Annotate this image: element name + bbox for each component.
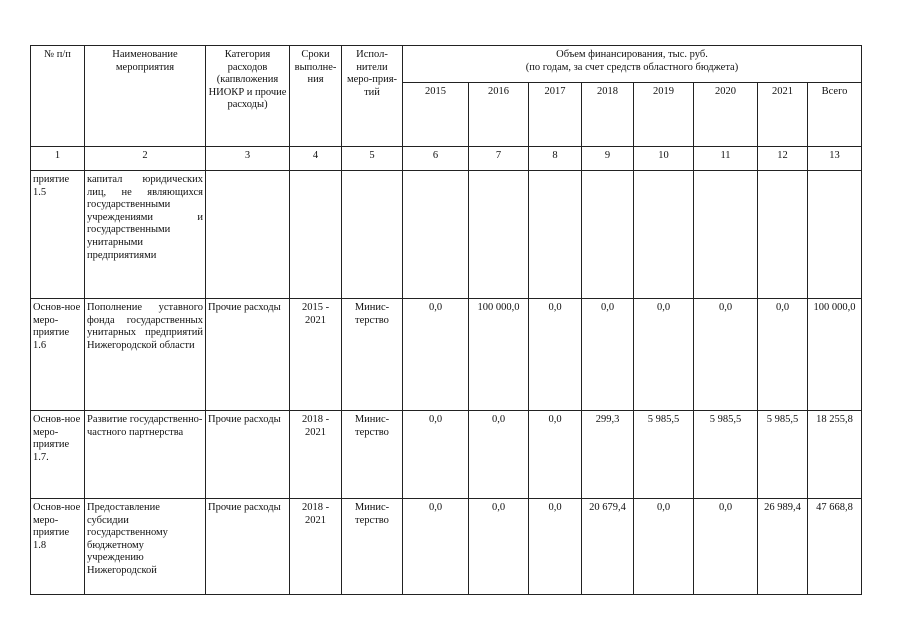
column-number: 9 [582,147,634,171]
row-name: Пополнение уставного фонда государственных унитарных предприятий Нижегородской области [85,299,206,411]
row-executor: Минис-терство [342,299,403,411]
header-year: 2020 [694,83,758,147]
header-row-1 [31,46,862,83]
row-terms [290,171,342,299]
row-value [634,171,694,299]
row-executor: Минис-терство [342,411,403,499]
column-number: 13 [808,147,862,171]
row-value: 5 985,5 [634,411,694,499]
row-value: 0,0 [469,411,529,499]
row-number: Основ-ное меро-приятие 1.7. [31,411,85,499]
row-value: 299,3 [582,411,634,499]
row-category: Прочие расходы [206,411,290,499]
header-col-terms: Сроки выполне-ния [290,46,342,147]
financing-title-line-2: (по годам, за счет средств областного бюджета) [525,61,739,73]
row-value: 0,0 [529,411,582,499]
row-value: 26 989,4 [758,499,808,595]
row-value-total [808,171,862,299]
column-number: 2 [85,147,206,171]
header-financing [403,46,862,83]
row-name: Предоставление субсидии государственному бюджетному учреждению Нижегородской [85,499,206,595]
row-value [758,171,808,299]
column-number: 10 [634,147,694,171]
row-value: 0,0 [529,299,582,411]
row-value: 0,0 [469,499,529,595]
row-name: Развитие государственно-частного партнерства [85,411,206,499]
row-category [206,171,290,299]
header-col-name: Наименование мероприятия [85,46,206,147]
row-category: Прочие расходы [206,499,290,595]
row-value-total: 18 255,8 [808,411,862,499]
row-value: 0,0 [403,299,469,411]
row-category: Прочие расходы [206,299,290,411]
row-value: 5 985,5 [758,411,808,499]
row-terms: 2015 - 2021 [290,299,342,411]
row-value: 0,0 [403,499,469,595]
row-value: 100 000,0 [469,299,529,411]
column-number-row [31,147,862,171]
row-value: 0,0 [634,299,694,411]
column-number: 4 [290,147,342,171]
row-value-total: 47 668,8 [808,499,862,595]
row-value: 0,0 [694,299,758,411]
header-col-executors: Испол-нители меро-прия-тий [342,46,403,147]
header-year: 2018 [582,83,634,147]
header-col-num: № п/п [31,46,85,147]
row-value: 20 679,4 [582,499,634,595]
financing-table [30,45,862,595]
header-year: 2021 [758,83,808,147]
row-terms: 2018 - 2021 [290,411,342,499]
header-col-category: Категория расходов (капвложения НИОКР и прочие расходы) [206,46,290,147]
row-value: 0,0 [529,499,582,595]
column-number: 8 [529,147,582,171]
row-value [469,171,529,299]
header-year: 2015 [403,83,469,147]
column-number: 12 [758,147,808,171]
table-row [31,499,862,595]
row-value: 0,0 [634,499,694,595]
row-value: 0,0 [582,299,634,411]
financing-title-line-1: Объем финансирования, тыс. руб. [556,49,708,60]
row-value: 0,0 [758,299,808,411]
row-value [694,171,758,299]
row-value [529,171,582,299]
row-value: 5 985,5 [694,411,758,499]
row-number: Основ-ное меро-приятие 1.6 [31,299,85,411]
table-row [31,171,862,299]
row-number: приятие 1.5 [31,171,85,299]
column-number: 11 [694,147,758,171]
row-executor [342,171,403,299]
column-number: 6 [403,147,469,171]
header-year: 2017 [529,83,582,147]
row-value [582,171,634,299]
row-value [403,171,469,299]
column-number: 5 [342,147,403,171]
header-total: Всего [808,83,862,147]
column-number: 3 [206,147,290,171]
table-row [31,299,862,411]
row-name: капитал юридических лиц, не являющихся государственными учреждениями и государственными унитарными предприятиями [85,171,206,299]
row-value: 0,0 [694,499,758,595]
row-value: 0,0 [403,411,469,499]
row-executor: Минис-терство [342,499,403,595]
table-row [31,411,862,499]
row-terms: 2018 - 2021 [290,499,342,595]
row-number: Основ-ное меро-приятие 1.8 [31,499,85,595]
row-value-total: 100 000,0 [808,299,862,411]
header-year: 2016 [469,83,529,147]
column-number: 1 [31,147,85,171]
header-year: 2019 [634,83,694,147]
column-number: 7 [469,147,529,171]
